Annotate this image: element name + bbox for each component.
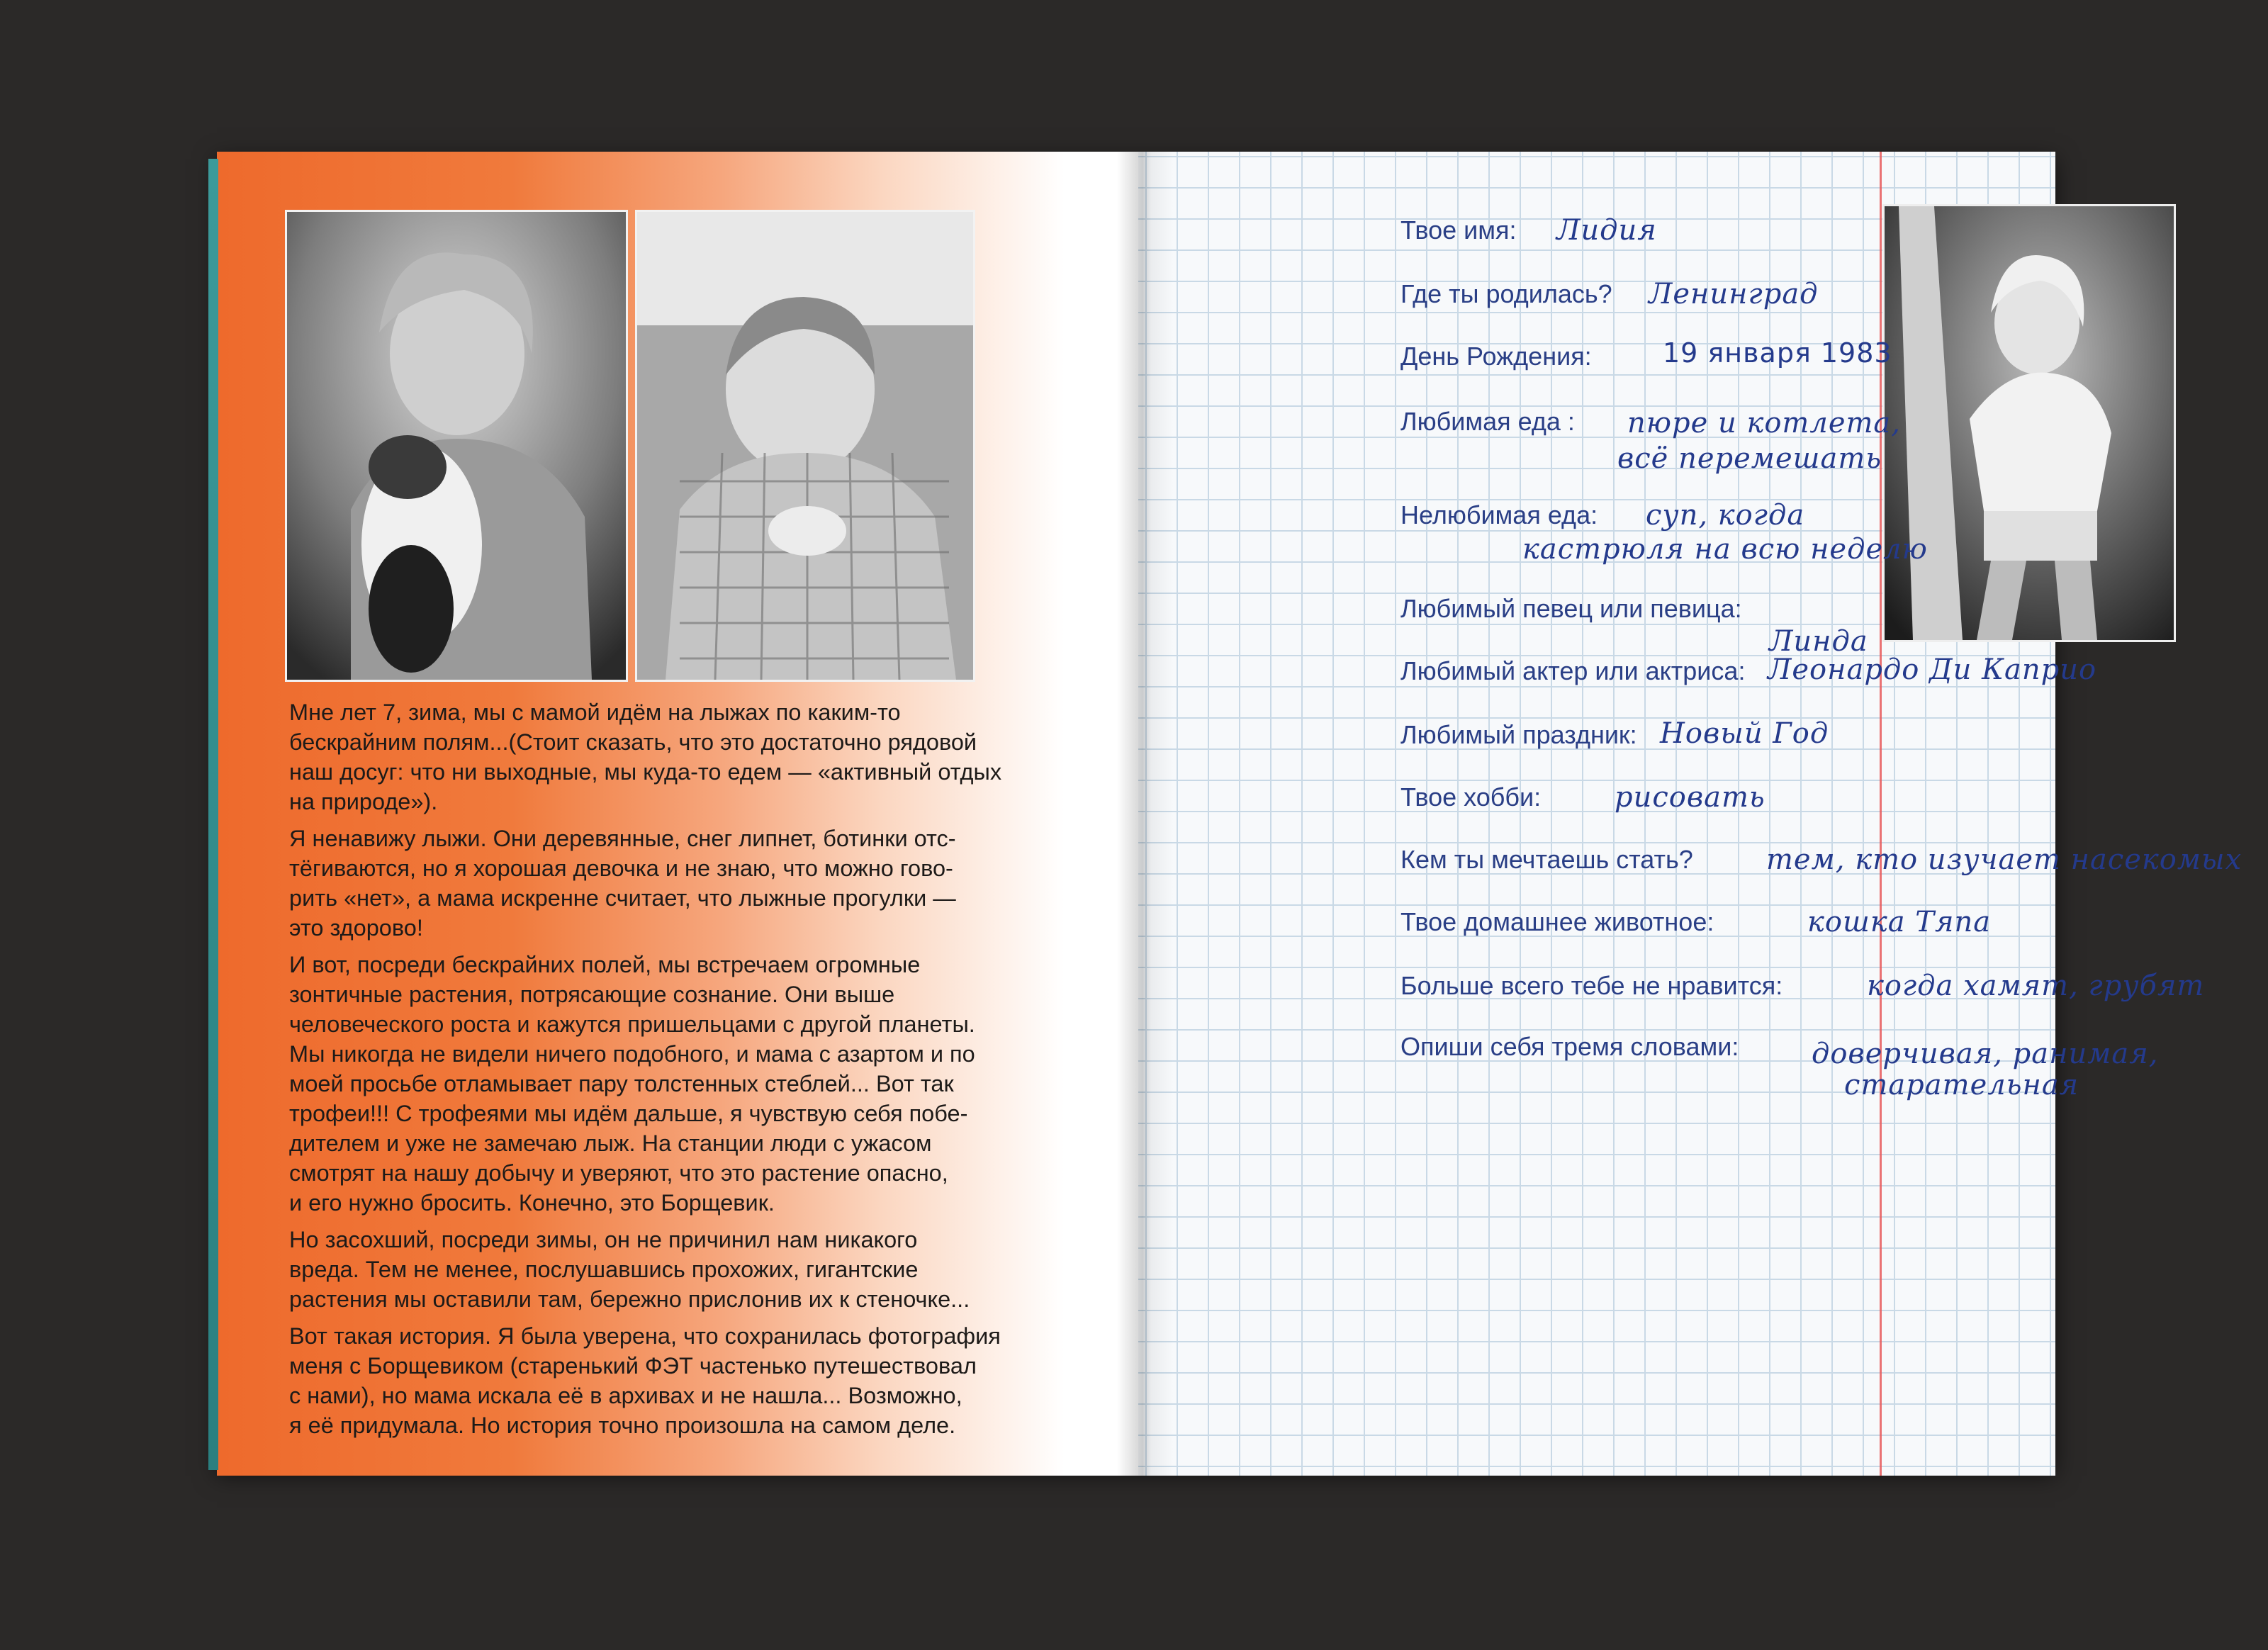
answer-favorite-holiday: Новый Год bbox=[1660, 717, 1829, 750]
photo-child-with-toy bbox=[635, 210, 975, 682]
answer-dream: тем, кто изучает насекомых bbox=[1766, 843, 2242, 876]
answer-favorite-food-line2: всё перемешать bbox=[1617, 442, 1882, 475]
answer-dislikes: когда хамят, грубят bbox=[1867, 970, 2205, 1002]
answer-birthday: 19 января 1983 bbox=[1663, 337, 1892, 369]
question-hobby: Твое хобби: bbox=[1400, 782, 1542, 812]
story-paragraph-2: Я ненавижу лыжи. Они деревянные, снег липнет, ботинки отс- тёгиваются, но я хорошая девочка и не знаю, что можно гово- рить «нет», а мама искренне считает, что лыжные прогулки — это здорово! bbox=[289, 826, 956, 941]
story-paragraph-5: Вот такая история. Я была уверена, что сохранилась фотография меня с Борщевиком (старенький ФЭТ частенько путешествовал с нами), но мама искала её в архивах и не нашла... Возможно, я её придумала. Но история точно произошла на самом деле. bbox=[289, 1323, 1001, 1438]
question-birthday: День Рождения: bbox=[1400, 342, 1592, 371]
story-paragraph-4: Но засохший, посреди зимы, он не причинил нам никакого вреда. Тем не менее, послушавшись прохожих, гигантские растения мы оставили там, бережно прислонив их к стеночке... bbox=[289, 1227, 970, 1312]
question-name: Твое имя: bbox=[1400, 215, 1517, 245]
answer-birthplace: Ленинград bbox=[1649, 278, 1819, 310]
story-paragraph-1: Мне лет 7, зима, мы с мамой идём на лыжах по каким-то бескрайним полям...(Стоит сказать, что это достаточно рядовой наш досуг: что ни выходные, мы куда-то едем — «активный отдых на природе»). bbox=[289, 700, 1002, 814]
question-disliked-food: Нелюбимая еда: bbox=[1400, 500, 1598, 529]
book-spread bbox=[217, 152, 2242, 1476]
question-dislikes: Больше всего тебе не нравится: bbox=[1400, 971, 1783, 1000]
question-birthplace: Где ты родилась? bbox=[1400, 279, 1612, 308]
answer-name: Лидия bbox=[1556, 214, 1657, 247]
left-page-edge bbox=[208, 159, 218, 1470]
answer-pet: кошка Тяпа bbox=[1807, 906, 1992, 938]
answer-favorite-actor: Леонардо Ди Каприо bbox=[1768, 653, 2097, 686]
answer-hobby: рисовать bbox=[1615, 781, 1765, 814]
answer-favorite-singer: Линда bbox=[1769, 625, 1868, 658]
book-gutter bbox=[1117, 152, 1174, 1476]
question-favorite-singer: Любимый певец или певица: bbox=[1400, 594, 1742, 623]
answer-disliked-food-line1: суп, когда bbox=[1646, 499, 1805, 532]
right-page-questionnaire bbox=[1138, 152, 2242, 1476]
photo-girl-on-tree bbox=[1882, 204, 2176, 642]
answer-disliked-food-line2: кастрюля на всю неделю bbox=[1522, 533, 1928, 566]
answer-describe-self-line2: старательная bbox=[1844, 1069, 2079, 1101]
left-page bbox=[217, 152, 1138, 1476]
question-favorite-holiday: Любимый праздник: bbox=[1400, 720, 1637, 749]
question-favorite-actor: Любимый актер или актриса: bbox=[1400, 656, 1746, 685]
answer-describe-self-line1: доверчивая, ранимая, bbox=[1812, 1038, 2159, 1070]
question-favorite-food: Любимая еда : bbox=[1400, 407, 1575, 436]
photo-girl-with-cat bbox=[285, 210, 628, 682]
answer-favorite-food-line1: пюре и котлета, bbox=[1627, 407, 1901, 439]
story-paragraph-3: И вот, посреди бескрайних полей, мы встречаем огромные зонтичные растения, потрясающие сознание. Они выше человеческого роста и кажутся пришельцами с другой планеты. Мы никогда не видели ничего подобного, и мама с азартом и по моей просьбе отламывает пару толстенных стеблей... Вот так трофеи!!! С трофеями мы идём дальше, я чувствую себя побе- дителем и уже не замечаю лыж. На станции люди с ужасом смотрят на нашу добычу и уверяют, что это растение опасно, и его нужно бросить. Конечно, это Борщевик. bbox=[289, 952, 975, 1216]
story-text bbox=[289, 697, 1069, 1447]
question-describe-self: Опиши себя тремя словами: bbox=[1400, 1032, 1739, 1061]
question-dream: Кем ты мечтаешь стать? bbox=[1400, 845, 1693, 874]
question-pet: Твое домашнее животное: bbox=[1400, 907, 1714, 936]
